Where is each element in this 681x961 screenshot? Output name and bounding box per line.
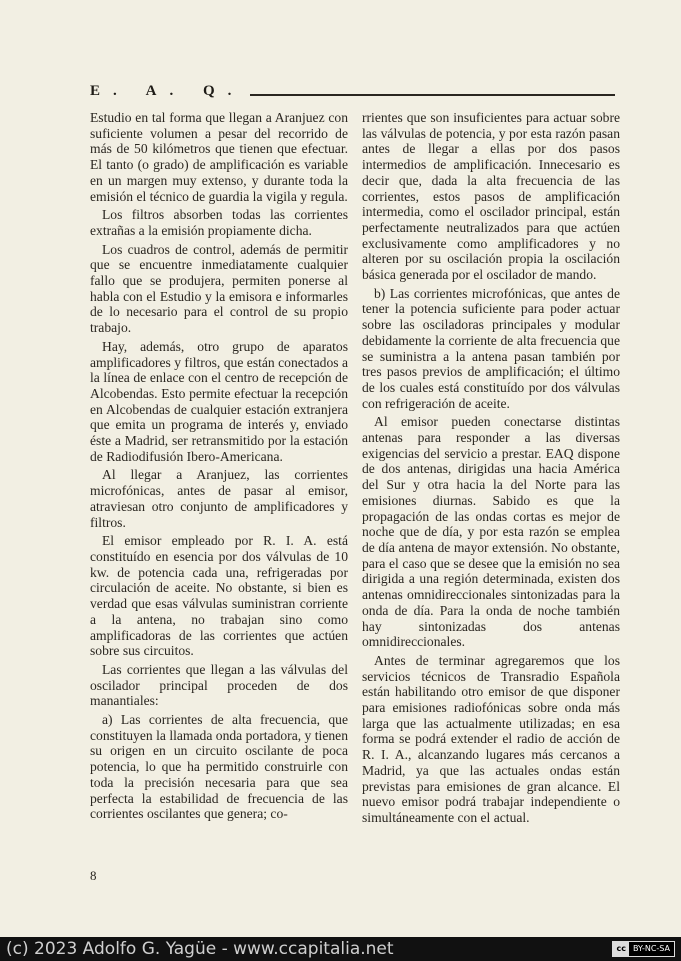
cc-license-badge[interactable] xyxy=(612,941,675,957)
page-header xyxy=(90,76,615,100)
paragraph: b) Las corrientes microfónicas, que antes de tener la potencia suficiente para poder actuar sobre las osciladoras principales y modular debidamente la corriente de alta frecuencia que se suministra a la antena pasan también por tres pasos previos de amplificación; el último de los cuales está constituído por dos válvulas con refrigeración de aceite. xyxy=(362,285,620,411)
paragraph: Al llegar a Aranjuez, las corrientes microfónicas, antes de pasar al emisor, atraviesan otro conjunto de amplificadores y filtros. xyxy=(90,467,348,530)
creative-commons-icon: cc xyxy=(613,942,628,956)
right-column xyxy=(362,110,620,829)
paragraph: Hay, además, otro grupo de aparatos amplificadores y filtros, que están conectados a la línea de enlace con el centro de recepción de Alcobendas. Esto permite efectuar la recepción en Alcobendas de cualquier estación extranjera que emita un programa de interés y, enviado éste a Madrid, ser retransmitido por la estación de Radiodifusión Ibero-Americana. xyxy=(90,338,348,464)
paragraph: Los cuadros de control, además de permitir que se encuentre inmediatamente cualquier fallo que se produjera, permiten ponerse al habla con el Estudio y la emisora e informarles de lo necesario para el control de su propio trabajo. xyxy=(90,241,348,336)
paragraph: Los filtros absorben todas las corrientes extrañas a la emisión propiamente dicha. xyxy=(90,207,348,238)
left-column xyxy=(90,110,348,825)
paragraph: Estudio en tal forma que llegan a Aranjuez con suficiente volumen a pesar del recorrido de más de 50 kilómetros que tienen que efectuar. El tanto (o grado) de amplificación es variable en un margen muy extenso, y durante toda la emisión el técnico de guardia la vigila y regula. xyxy=(90,110,348,204)
paragraph: rrientes que son insuficientes para actuar sobre las válvulas de potencia, y por esta razón pasan antes de llegar a ellas por dos pasos intermedios de amplificación. Innecesario es decir que, dada la alta frecuencia de las corrientes, estos pasos de amplificación intermedia, como el oscilador principal, están perfectamente neutralizados para que actúen exclusivamente como amplificadores y no alteren por su oscilación propia la oscilación básica generada por el oscilador de mando. xyxy=(362,110,620,283)
page-number: 8 xyxy=(90,868,97,883)
header-title: E. A. Q. xyxy=(90,83,245,99)
paragraph: Al emisor pueden conectarse distintas antenas para responder a las diversas exigencias del servicio a prestar. EAQ dispone de dos antenas, dirigidas una hacia América del Sur y otra hacia la del Norte para las emisiones diurnas. Sabido es que la propagación de las ondas cortas es mejor de noche que de día, y por esta razón se emplea de día antena de mayor extensión. No obstante, para el caso que se desee que la emisión no sea dirigida a una región determinada, existen dos antenas omnidireccionales sintonizadas para la onda de día. Para la onda de noche también hay sintonizadas dos antenas omnidireccionales. xyxy=(362,414,620,650)
paragraph: a) Las corrientes de alta frecuencia, que constituyen la llamada onda portadora, y tienen su origen en un circuito oscilante de poca potencia, lo que ha permitido construirle con toda la precisión necesaria para que sea perfecta la estabilidad de frecuencia de las corrientes oscilantes que genera; co- xyxy=(90,712,348,822)
license-text: BY-NC-SA xyxy=(632,944,670,953)
paragraph: Las corrientes que llegan a las válvulas del oscilador principal proceden de dos manantiales: xyxy=(90,661,348,709)
paragraph: El emisor empleado por R. I. A. está constituído en esencia por dos válvulas de 10 kw. de potencia cada una, refrigeradas por circulación de aceite. No obstante, si bien es verdad que esas válvulas suministran corriente a la antena, no trabajan sino como amplificadoras de las corrientes que actúen sobre sus circuitos. xyxy=(90,533,348,659)
watermark-footer xyxy=(0,937,681,961)
copyright-notice: (c) 2023 Adolfo G. Yagüe - www.ccapitalia.net xyxy=(6,939,394,959)
paragraph: Antes de terminar agregaremos que los servicios técnicos de Transradio Española están habilitando otro emisor de que disponer para emisiones radiofónicas sobre onda más larga que las actualmente utilizadas; en esa forma se podrá extender el radio de acción de R. I. A., alcanzando lugares más cercanos a Madrid, ya que las actuales ondas están previstas para emisiones de gran alcance. El nuevo emisor podrá trabajar independiente o simultáneamente con el actual. xyxy=(362,652,620,825)
header-rule xyxy=(250,94,615,96)
